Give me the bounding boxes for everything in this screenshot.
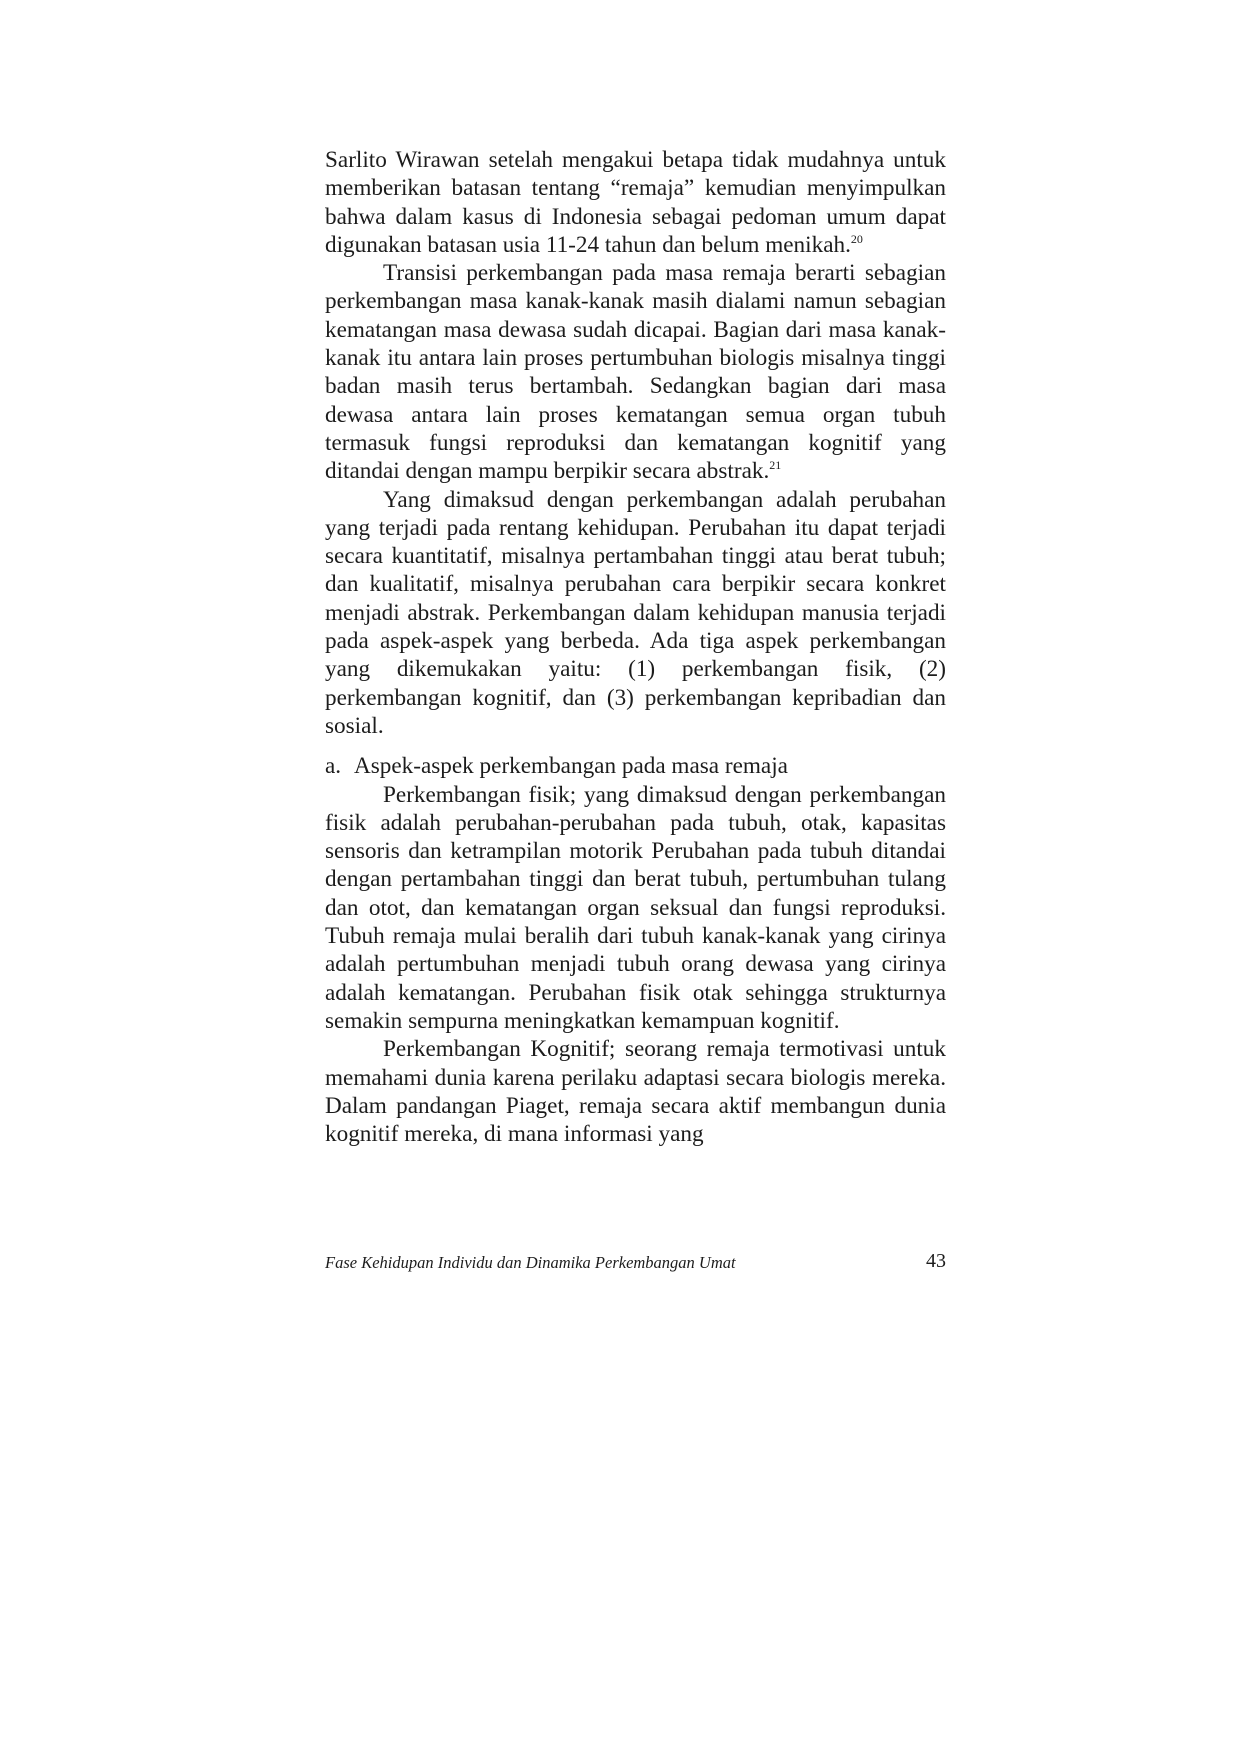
- paragraph-perkembangan-kognitif: Perkembangan Kognitif; seorang remaja termotivasi untuk memahami dunia karena perilaku adaptasi secara biologis mereka. Dalam pandangan Piaget, remaja secara aktif membangun dunia kognitif mereka, di mana informasi yang: [325, 1036, 946, 1148]
- footnote-ref-21: 21: [769, 458, 782, 473]
- book-page-body: [325, 146, 946, 1148]
- page-number: 43: [926, 1250, 946, 1272]
- running-title: Fase Kehidupan Individu dan Dinamika Perkembangan Umat: [325, 1253, 736, 1272]
- section-heading-text: Aspek-aspek perkembangan pada masa remaja: [354, 753, 788, 780]
- page-footer: [325, 1250, 946, 1280]
- footnote-ref-20: 20: [850, 231, 863, 246]
- section-heading-a: [325, 752, 946, 780]
- section-marker: a.: [325, 753, 342, 780]
- paragraph-text: Transisi perkembangan pada masa remaja berarti sebagian perkembangan masa kanak-kanak masih dialami namun sebagian kematangan masa dewasa sudah dicapai. Bagian dari masa kanak-kanak itu antara lain proses pertumbuhan biologis misalnya tinggi badan masih terus bertambah. Sedangkan bagian dari masa dewasa antara lain proses kematangan semua organ tubuh termasuk fungsi reproduksi dan kematangan kognitif yang ditandai dengan mampu berpikir secara abstrak.: [325, 260, 946, 485]
- paragraph-text: Sarlito Wirawan setelah mengakui betapa tidak mudahnya untuk memberikan batasan tentang “remaja” kemudian menyimpulkan bahwa dalam kasus di Indonesia sebagai pedoman umum dapat digunakan batasan usia 11-24 tahun dan belum menikah.: [325, 147, 946, 258]
- paragraph-transisi-perkembangan: [325, 259, 946, 485]
- paragraph-perkembangan-fisik: Perkembangan fisik; yang dimaksud dengan perkembangan fisik adalah perubahan-perubahan pada tubuh, otak, kapasitas sensoris dan ketrampilan motorik Perubahan pada tubuh ditandai dengan pertambahan tinggi dan berat tubuh, pertumbuhan tulang dan otot, dan kematangan organ seksual dan fungsi reproduksi. Tubuh remaja mulai beralih dari tubuh kanak-kanak yang cirinya adalah pertumbuhan menjadi tubuh orang dewasa yang cirinya adalah kematangan. Perubahan fisik otak sehingga strukturnya semakin sempurna meningkatkan kemampuan kognitif.: [325, 781, 946, 1034]
- paragraph-definisi-perkembangan: Yang dimaksud dengan perkembangan adalah perubahan yang terjadi pada rentang kehidupan. Perubahan itu dapat terjadi secara kuantitatif, misalnya pertambahan tinggi atau berat tubuh; dan kualitatif, misalnya perubahan cara berpikir secara konkret menjadi abstrak. Perkembangan dalam kehidupan manusia terjadi pada aspek-aspek yang berbeda. Ada tiga aspek perkembangan yang dikemukakan yaitu: (1) perkembangan fisik, (2) perkembangan kognitif, dan (3) perkembangan kepribadian dan sosial.: [325, 486, 946, 739]
- paragraph-sarlito-definition: [325, 146, 946, 259]
